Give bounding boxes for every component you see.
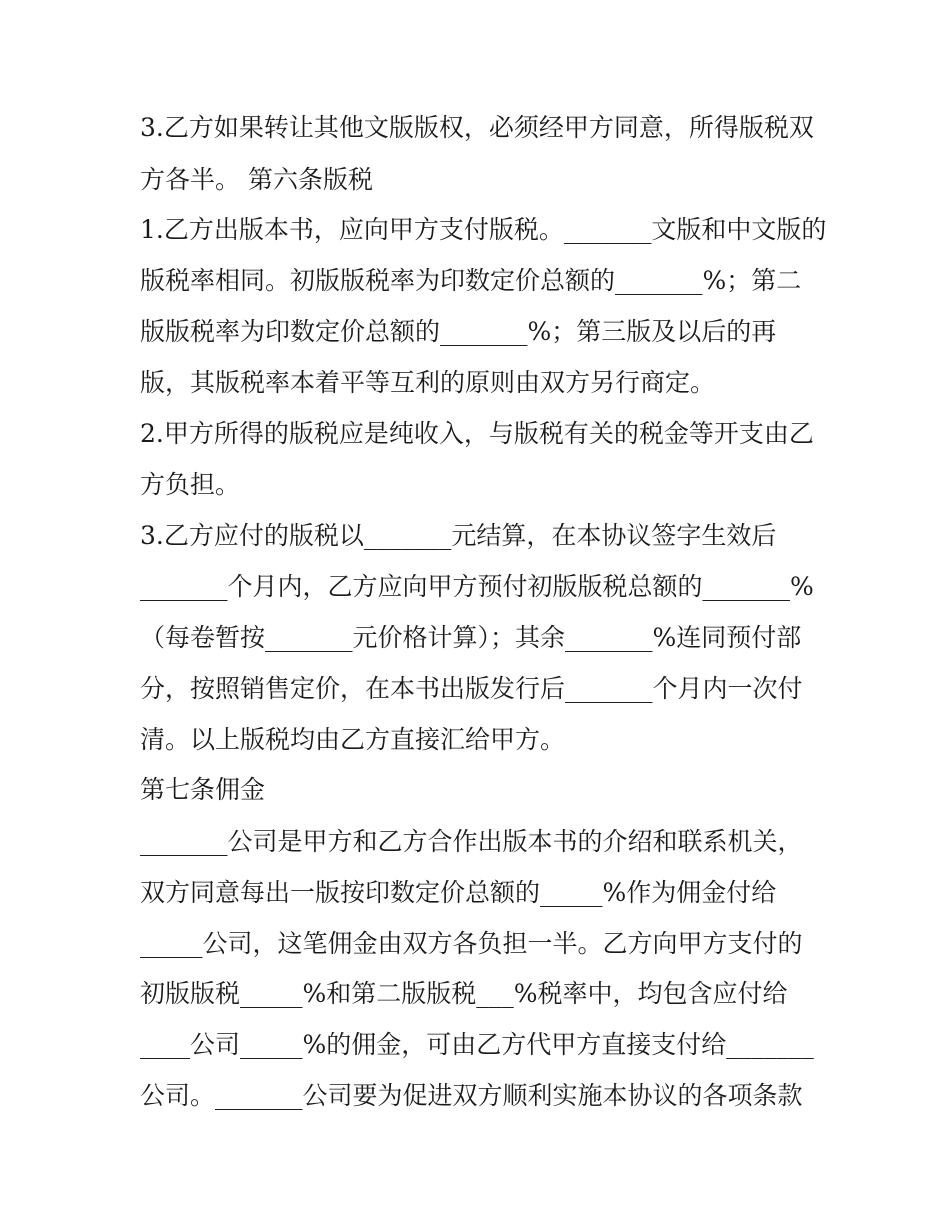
text-line: _____公司，这笔佣金由双方各负担一半。乙方向甲方支付的 <box>140 929 803 958</box>
text-line: 双方同意每出一版按印数定价总额的_____%作为佣金付给 <box>140 878 777 907</box>
text-line: 版税率相同。初版版税率为印数定价总额的_______%；第二 <box>140 266 802 295</box>
text-line: _______个月内，乙方应向甲方预付初版版税总额的_______% <box>140 572 814 601</box>
text-line: _______公司是甲方和乙方合作出版本书的介绍和联系机关， <box>140 827 803 856</box>
text-line: 版版税率为印数定价总额的_______%；第三版及以后的再 <box>140 317 777 346</box>
text-line: 分，按照销售定价，在本书出版发行后_______个月内一次付 <box>140 674 803 703</box>
text-line: 公司。_______公司要为促进双方顺利实施本协议的各项条款 <box>140 1081 803 1110</box>
text-line: 初版版税_____%和第二版版税___%税率中，均包含应付给 <box>140 979 788 1008</box>
text-line: 3.乙方如果转让其他文版版权，必须经甲方同意，所得版税双 <box>140 113 814 142</box>
text-line: 1.乙方出版本书，应向甲方支付版税。_______文版和中文版的 <box>140 215 827 244</box>
text-line: ____公司_____%的佣金，可由乙方代甲方直接支付给_______ <box>140 1030 814 1059</box>
text-line: 清。以上版税均由乙方直接汇给甲方。 <box>140 725 566 754</box>
text-line: 版，其版税率本着平等互利的原则由双方另行商定。 <box>140 368 716 397</box>
text-line: （每卷暂按_______元价格计算）；其余_______%连同预付部 <box>140 623 802 652</box>
text-line: 2.甲方所得的版税应是纯收入，与版税有关的税金等开支由乙 <box>140 419 814 448</box>
text-line: 3.乙方应付的版税以_______元结算，在本协议签字生效后 <box>140 521 777 550</box>
section-heading: 第七条佣金 <box>140 775 266 804</box>
text-line: 方各半。 第六条版税 <box>140 165 373 194</box>
text-line: 方负担。 <box>140 470 241 499</box>
